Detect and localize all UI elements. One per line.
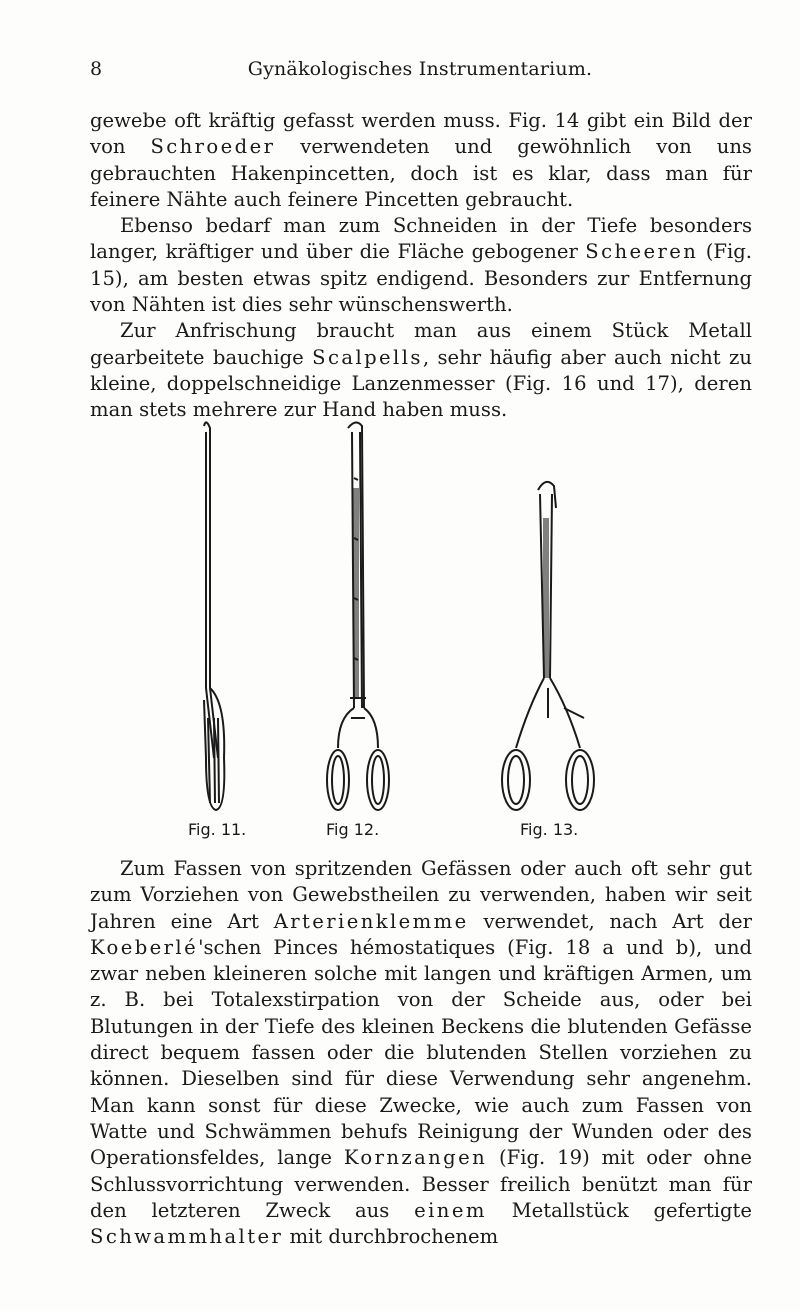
- figure-13-illustration: [488, 418, 608, 839]
- paragraph-scalpells: Zur Anfrischung braucht man aus einem Stück Metall gearbeitete bauchige Scalpells, sehr häufig aber auch nicht zu kleine, doppelschneidige Lanzenmesser (Fig. 16 und 17), deren man stets mehrere zur Hand haben muss.: [90, 319, 753, 422]
- forceps-narrow-drawing: [196, 418, 236, 818]
- paragraph-arterienklemme: Zum Fassen von spritzenden Gefässen oder auch oft sehr gut zum Vorziehen von Gewebstheilen zu verwenden, haben wir seit Jahren eine Art Arterienklemme verwendet, nach Art der Koeberlé'schen Pinces hémostatiques (Fig. 18 a und b), und zwar neben kleineren solche mit langen und kräftigen Armen, um z. B. bei Totalexstirpation von der Scheide aus, oder bei Blutungen in der Tiefe des kleinen Beckens die blutenden Gefässe direct bequem fassen oder die blutenden Stellen vorziehen zu können. Dieselben sind für diese Verwendung sehr angenehm. Man kann sonst für diese Zwecke, wie auch zum Fassen von Watte und Schwämmen behufs Reinigung der Wunden oder des Operationsfeldes, lange Kornzangen (Fig. 19) mit oder ohne Schlussvorrichtung verwenden. Besser freilich benützt man für den letzteren Zweck aus einem Metallstück gefertigte Schwammhalter mit durchbrochenem: [90, 857, 753, 1249]
- ring-forceps-wide-drawing: [488, 418, 608, 818]
- figure-11-illustration: [188, 418, 247, 839]
- figure-13-caption: Fig. 13.: [520, 820, 579, 839]
- text-block-top: [90, 108, 752, 424]
- running-title: Gynäkologisches Instrumentarium.: [247, 58, 593, 80]
- figure-group: [180, 418, 660, 838]
- figure-11-caption: Fig. 11.: [188, 820, 247, 839]
- paragraph-scheeren: Ebenso bedarf man zum Schneiden in der Tiefe besonders langer, kräftiger und über die Fläche gebogener Scheeren (Fig. 15), am besten etwas spitz endigend. Besonders zur Entfernung von Nähten ist dies sehr wünschenswerth.: [90, 214, 752, 317]
- figure-12-illustration: [318, 418, 398, 839]
- text-block-bottom: [90, 856, 752, 1250]
- figure-12-caption: Fig 12.: [326, 820, 380, 839]
- ring-forceps-drawing: [318, 418, 398, 818]
- page-number: 8: [90, 58, 103, 80]
- running-head: [90, 58, 750, 84]
- paragraph-continued: gewebe oft kräftig gefasst werden muss. Fig. 14 gibt ein Bild der von Schroeder verwendeten und gewöhnlich von uns gebrauchten Hakenpincetten, doch ist es klar, dass man für feinere Nähte auch feinere Pincetten gebraucht.: [90, 109, 752, 211]
